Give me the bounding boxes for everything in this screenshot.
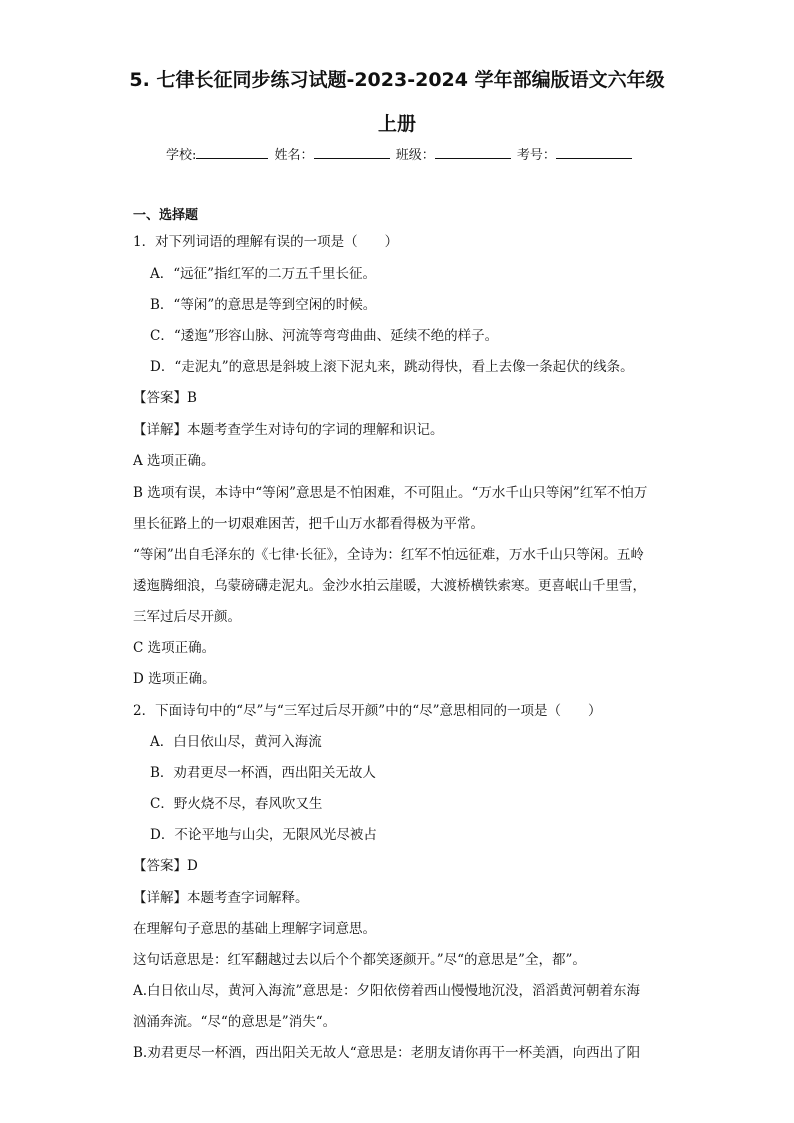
question-1-option-a: A．“远征”指红军的二万五千里长征。: [150, 266, 377, 282]
question-2-option-a: A．白日依山尽，黄河入海流: [150, 734, 322, 750]
school-blank: [196, 145, 268, 159]
question-1-explanation-line: 【详解】本题考查学生对诗句的字词的理解和识记。: [133, 422, 444, 438]
question-2-stem: 2．下面诗句中的“尽”与“三军过后尽开颜”中的“尽”意思相同的一项是（ ）: [133, 703, 602, 719]
class-blank: [435, 145, 511, 159]
question-2-explanation-line: 汹涌奔流。“尽“的意思是”消失“。: [133, 1014, 337, 1030]
question-1-option-b: B．“等闲”的意思是等到空闲的时候。: [150, 297, 377, 313]
class-label: 班级：: [395, 148, 435, 163]
question-1-explanation-line: “等闲”出自毛泽东的《七律·长征》，全诗为：红军不怕远征难，万水千山只等闲。五岭: [133, 547, 644, 563]
exam-no-label: 考号：: [516, 148, 556, 163]
question-2-option-c: C．野火烧不尽，春风吹又生: [150, 796, 323, 812]
question-1-option-c: C．“逶迤”形容山脉、河流等弯弯曲曲、延续不绝的样子。: [150, 328, 499, 344]
question-1-explanation-line: A 选项正确。: [133, 453, 215, 469]
question-1-explanation-line: 三军过后尽开颜。: [133, 609, 241, 625]
question-2-option-d: D．不论平地与山尖，无限风光尽被占: [150, 827, 377, 843]
question-1-explanation-line: C 选项正确。: [133, 640, 216, 656]
question-2-explanation-line: 这句话意思是：红军翻越过去以后个个都笑逐颜开。”尽“的意思是”全，都”。: [133, 952, 586, 968]
question-1-answer: 【答案】B: [133, 390, 197, 406]
question-2-explanation-line: B.劝君更尽一杯酒，西出阳关无故人“意思是：老朋友请你再干一杯美酒，向西出了阳: [133, 1045, 641, 1061]
question-2-answer: 【答案】D: [133, 858, 198, 874]
question-1-explanation-line: 里长征路上的一切艰难困苦，把千山万水都看得极为平常。: [133, 516, 484, 532]
question-2-explanation-line: 在理解句子意思的基础上理解字词意思。: [133, 921, 376, 937]
question-1-option-d: D．“走泥丸”的意思是斜坡上滚下泥丸来，跳动得快，看上去像一条起伏的线条。: [150, 359, 634, 375]
name-label: 姓名：: [274, 148, 314, 163]
question-1-explanation-line: D 选项正确。: [133, 671, 216, 687]
name-blank: [314, 145, 390, 159]
document-title-line-2: 上册: [377, 113, 416, 135]
question-2-explanation-line: A.白日依山尽，黄河入海流”意思是：夕阳依傍着西山慢慢地沉没，滔滔黄河朝着东海: [133, 983, 640, 999]
exam-no-blank: [556, 145, 632, 159]
question-1-explanation-line: 逶迤腾细浪，乌蒙磅礴走泥丸。金沙水拍云崖暖，大渡桥横铁索寒。更喜岷山千里雪，: [133, 578, 646, 594]
student-info-row: [166, 145, 634, 165]
section-heading: 一、选择题: [133, 208, 199, 223]
question-1-explanation-line: B 选项有误，本诗中“等闲”意思是不怕困难，不可阻止。“万水千山只等闲”红军不怕万: [133, 485, 648, 501]
school-label: 学校:: [166, 148, 197, 163]
question-2-option-b: B．劝君更尽一杯酒，西出阳关无故人: [150, 765, 376, 781]
question-2-explanation-line: 【详解】本题考查字词解释。: [133, 890, 309, 906]
question-1-stem: 1．对下列词语的理解有误的一项是（ ）: [133, 234, 399, 250]
document-title-line-1: 5. 七律长征同步练习试题-2023-2024 学年部编版语文六年级: [129, 69, 665, 91]
